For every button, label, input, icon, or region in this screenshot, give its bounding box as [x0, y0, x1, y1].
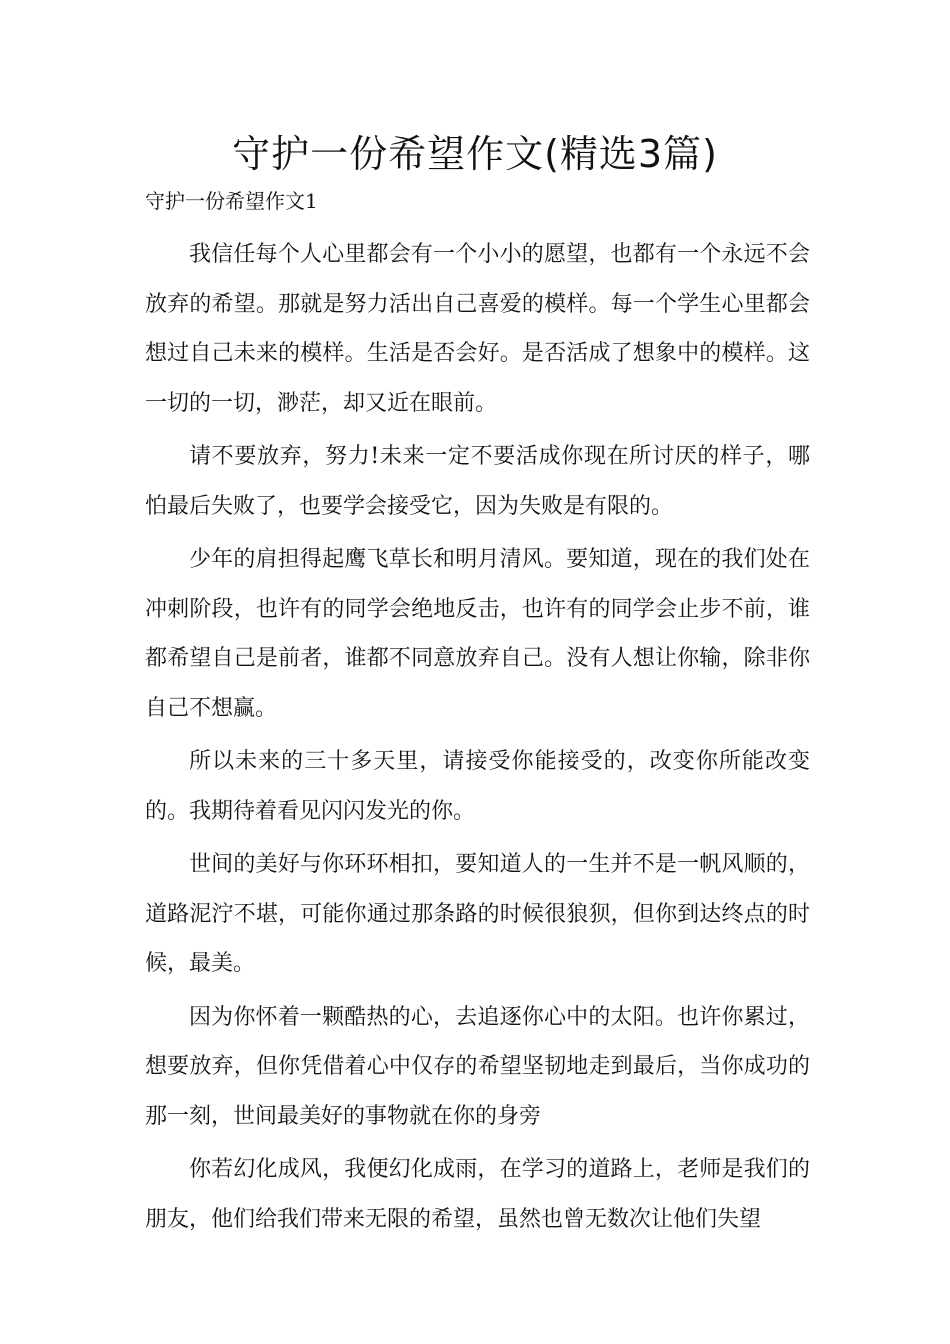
document-title: 守护一份希望作文(精选3篇) — [232, 132, 718, 176]
paragraph: 请不要放弃，努力!未来一定不要活成你现在所讨厌的样子，哪怕最后失败了，也要学会接受它，因为失败是有限的。 — [145, 444, 810, 519]
document-body — [145, 230, 810, 1248]
paragraph: 因为你怀着一颗酷热的心，去追逐你心中的太阳。也许你累过，想要放弃，但你凭借着心中仅存的希望坚韧地走到最后，当你成功的那一刻，世间最美好的事物就在你的身旁 — [145, 1004, 810, 1129]
section-heading: 守护一份希望作文1 — [145, 189, 318, 213]
paragraph: 你若幻化成风，我便幻化成雨，在学习的道路上，老师是我们的朋友，他们给我们带来无限的希望，虽然也曾无数次让他们失望 — [145, 1157, 810, 1232]
paragraph: 我信任每个人心里都会有一个小小的愿望，也都有一个永远不会放弃的希望。那就是努力活出自己喜爱的模样。每一个学生心里都会想过自己未来的模样。生活是否会好。是否活成了想象中的模样。这一切的一切，渺茫，却又近在眼前。 — [145, 242, 810, 416]
paragraph: 世间的美好与你环环相扣，要知道人的一生并不是一帆风顺的，道路泥泞不堪，可能你通过那条路的时候很狼狈，但你到达终点的时候，最美。 — [145, 852, 810, 976]
paragraph: 少年的肩担得起鹰飞草长和明月清风。要知道，现在的我们处在冲刺阶段，也许有的同学会绝地反击，也许有的同学会止步不前，谁都希望自己是前者，谁都不同意放弃自己。没有人想让你输，除非你自己不想赢。 — [145, 547, 810, 721]
paragraph: 所以未来的三十多天里，请接受你能接受的，改变你所能改变的。我期待着看见闪闪发光的你。 — [145, 749, 810, 824]
